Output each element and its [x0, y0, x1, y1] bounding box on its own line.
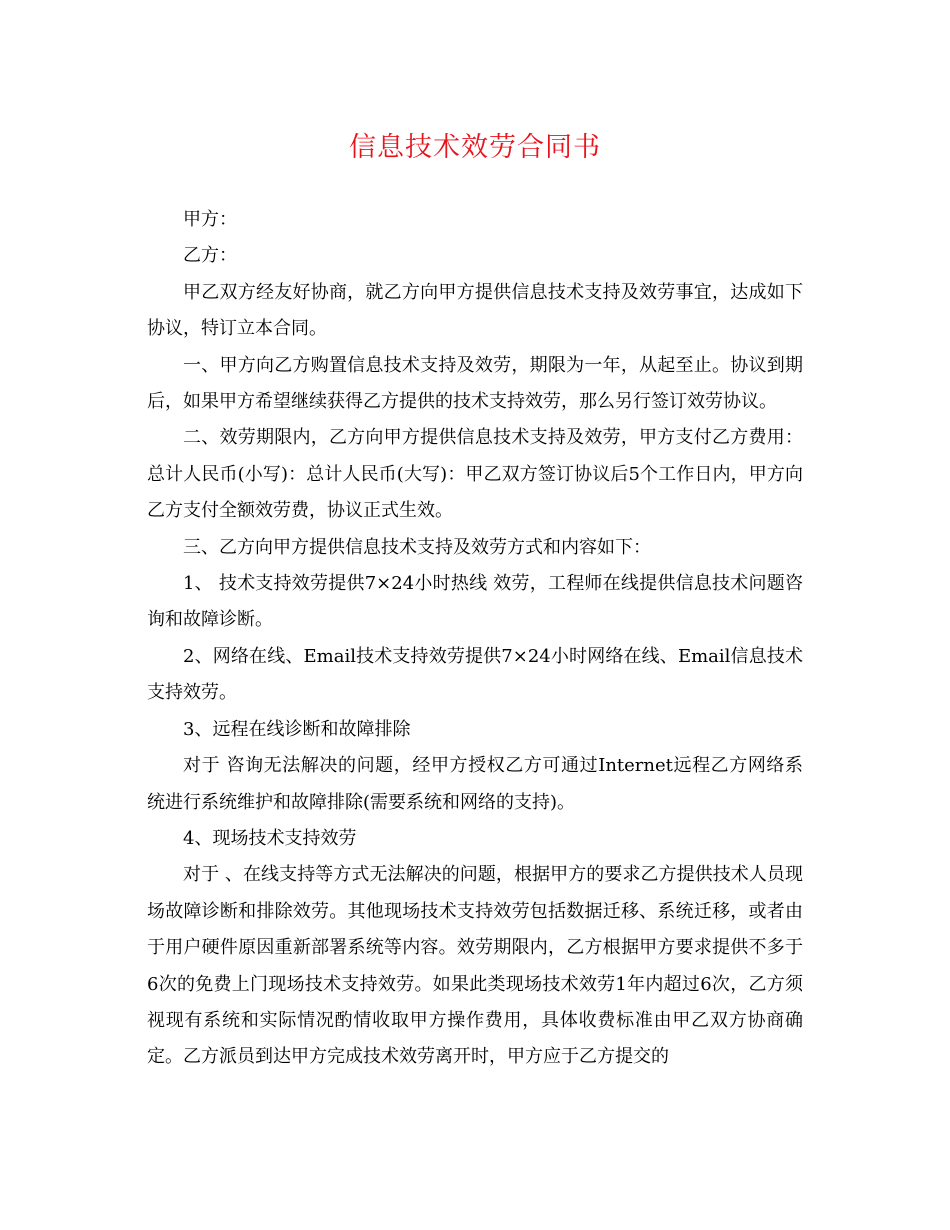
paragraph-item-1: 1、 技术支持效劳提供7×24小时热线 效劳，工程师在线提供信息技术问题咨询和故障诊断。	[147, 573, 803, 631]
paragraph-item-4-detail: 对于 、在线支持等方式无法解决的问题，根据甲方的要求乙方提供技术人员现场故障诊断和排除效劳。其他现场技术支持效劳包括数据迁移、系统迁移，或者由于用户硬件原因重新部署系统等内容。效劳期限内，乙方根据甲方要求提供不多于6次的免费上门现场技术支持效劳。如果此类现场技术效劳1年内超过6次，乙方须视现有系统和实际情况酌情收取甲方操作费用，具体收费标准由甲乙双方协商确定。乙方派员到达甲方完成技术效劳离开时，甲方应于乙方提交的	[147, 864, 803, 1068]
paragraph-item-2: 2、网络在线、Email技术支持效劳提供7×24小时网络在线、Email信息技术支持效劳。	[147, 645, 803, 704]
paragraph-item-4: 4、现场技术支持效劳	[183, 827, 357, 849]
document-title: 信息技术效劳合同书	[349, 132, 601, 163]
document-body	[147, 202, 803, 1076]
paragraph-clause-2: 二、效劳期限内，乙方向甲方提供信息技术支持及效劳，甲方支付乙方费用：总计人民币(小写)：总计人民币(大写)：甲乙双方签订协议后5个工作日内，甲方向乙方支付全额效劳费，协议正式生效。	[147, 427, 803, 522]
paragraph-item-3-detail: 对于 咨询无法解决的问题，经甲方授权乙方可通过Internet远程乙方网络系统进行系统维护和故障排除(需要系统和网络的支持)。	[147, 755, 803, 813]
paragraph-party-a: 甲方：	[183, 209, 237, 230]
paragraph-clause-3: 三、乙方向甲方提供信息技术支持及效劳方式和内容如下：	[183, 536, 651, 558]
paragraph-intro: 甲乙双方经友好协商，就乙方向甲方提供信息技术支持及效劳事宜，达成如下协议，特订立本合同。	[147, 281, 803, 340]
paragraph-clause-1: 一、甲方向乙方购置信息技术支持及效劳，期限为一年，从起至止。协议到期后，如果甲方希望继续获得乙方提供的技术支持效劳，那么另行签订效劳协议。	[147, 354, 803, 413]
paragraph-party-b: 乙方：	[183, 245, 237, 267]
paragraph-item-3: 3、远程在线诊断和故障排除	[183, 718, 411, 740]
